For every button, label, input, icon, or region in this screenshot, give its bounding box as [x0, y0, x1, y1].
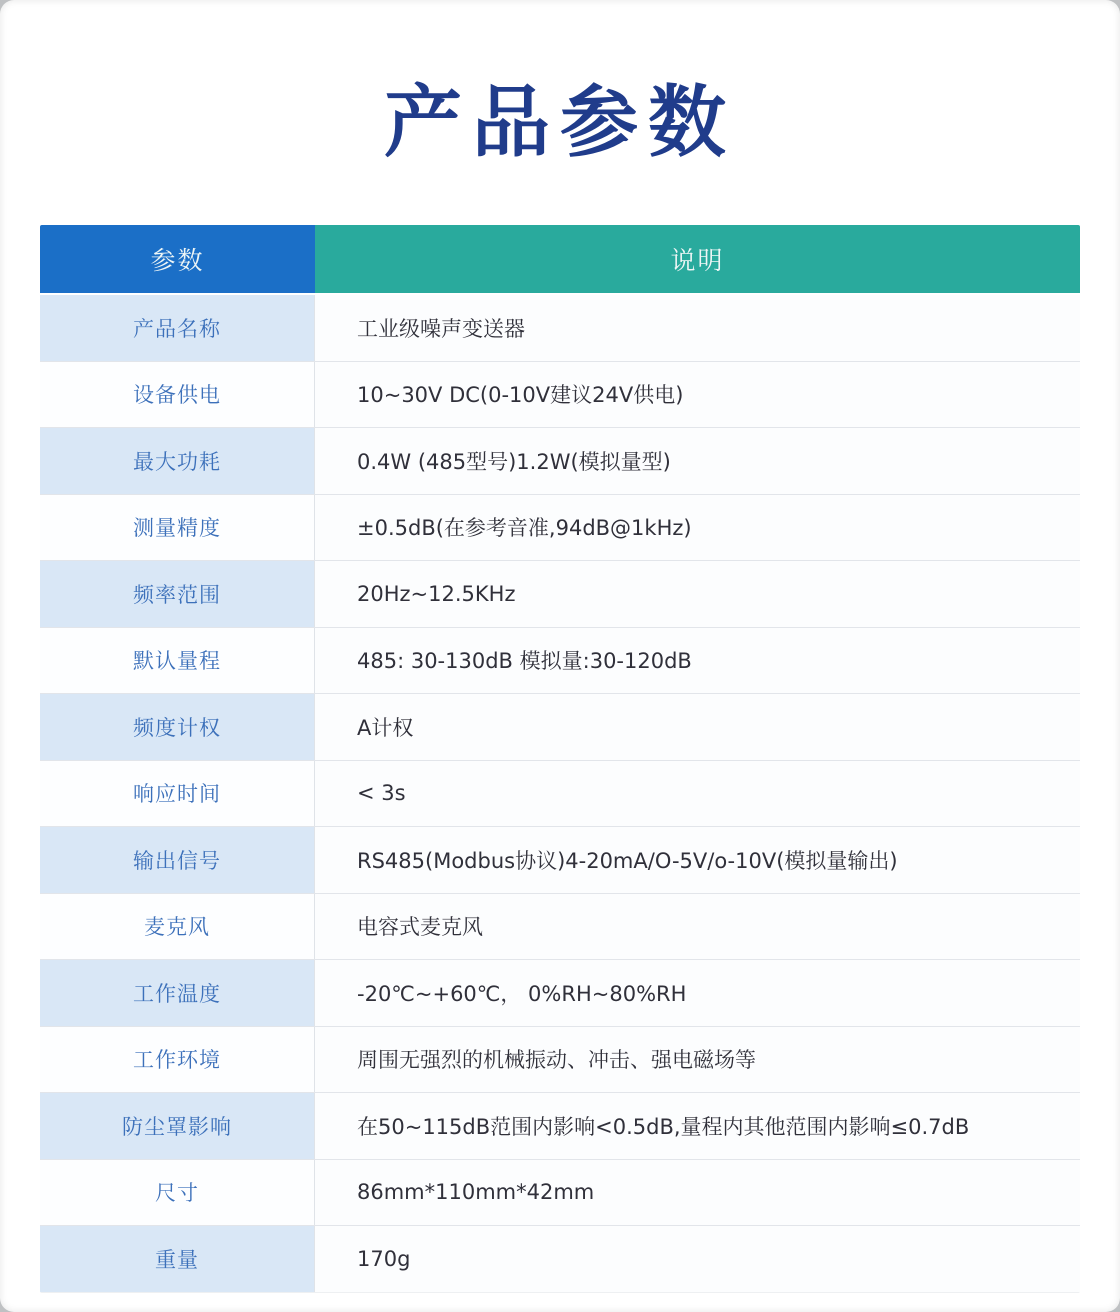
table-row — [40, 1027, 1080, 1094]
param-value-cell: 10~30V DC(0-10V建议24V供电) — [357, 383, 684, 408]
param-name-cell: 输出信号 — [40, 827, 315, 893]
param-value-cell: < 3s — [357, 781, 406, 806]
table-row — [40, 295, 1080, 362]
param-name-cell: 频率范围 — [40, 561, 315, 627]
param-value-cell: 周围无强烈的机械振动、冲击、强电磁场等 — [357, 1048, 756, 1073]
table-header-row — [40, 225, 1080, 293]
param-name-cell: 测量精度 — [40, 495, 315, 561]
param-name-cell: 默认量程 — [40, 628, 315, 694]
table-row — [40, 1093, 1080, 1160]
table-row — [40, 495, 1080, 562]
param-name-cell: 频度计权 — [40, 694, 315, 760]
param-value-cell: 170g — [357, 1246, 411, 1271]
param-value-cell: -20℃~+60℃， 0%RH~80%RH — [357, 981, 687, 1006]
table-row — [40, 761, 1080, 828]
table-row — [40, 628, 1080, 695]
parameter-table — [40, 225, 1080, 1293]
table-row — [40, 428, 1080, 495]
table-row — [40, 1160, 1080, 1227]
table-row — [40, 1226, 1080, 1293]
param-value-cell: 电容式麦克风 — [357, 915, 483, 940]
param-name-cell: 重量 — [40, 1226, 315, 1292]
param-value-cell: 86mm*110mm*42mm — [357, 1180, 595, 1205]
param-value-cell: 工业级噪声变送器 — [357, 316, 525, 341]
param-value-cell: A计权 — [357, 715, 414, 740]
param-name-cell: 工作温度 — [40, 960, 315, 1026]
table-body — [40, 295, 1080, 1293]
param-name-cell: 工作环境 — [40, 1027, 315, 1093]
param-name-cell: 麦克风 — [40, 894, 315, 960]
param-name-cell: 最大功耗 — [40, 428, 315, 494]
table-row — [40, 561, 1080, 628]
table-row — [40, 960, 1080, 1027]
param-value-cell: 20Hz~12.5KHz — [357, 581, 516, 606]
table-header-param: 参数 — [40, 225, 315, 293]
param-name-cell: 设备供电 — [40, 362, 315, 428]
param-name-cell: 产品名称 — [40, 295, 315, 361]
page-title: 产品参数 — [383, 78, 736, 169]
param-name-cell: 响应时间 — [40, 761, 315, 827]
table-row — [40, 694, 1080, 761]
param-value-cell: 485: 30-130dB 模拟量:30-120dB — [357, 649, 692, 674]
param-value-cell: ±0.5dB(在参考音准,94dB@1kHz) — [357, 516, 692, 541]
param-value-cell: 0.4W (485型号)1.2W(模拟量型) — [357, 449, 671, 474]
table-row — [40, 894, 1080, 961]
table-header-desc: 说明 — [315, 225, 1080, 293]
param-name-cell: 防尘罩影响 — [40, 1093, 315, 1159]
table-row — [40, 362, 1080, 429]
param-name-cell: 尺寸 — [40, 1160, 315, 1226]
table-row — [40, 827, 1080, 894]
param-value-cell: 在50~115dB范围内影响<0.5dB,量程内其他范围内影响≤0.7dB — [357, 1114, 970, 1139]
param-value-cell: RS485(Modbus协议)4-20mA/O-5V/o-10V(模拟量输出) — [357, 848, 898, 873]
